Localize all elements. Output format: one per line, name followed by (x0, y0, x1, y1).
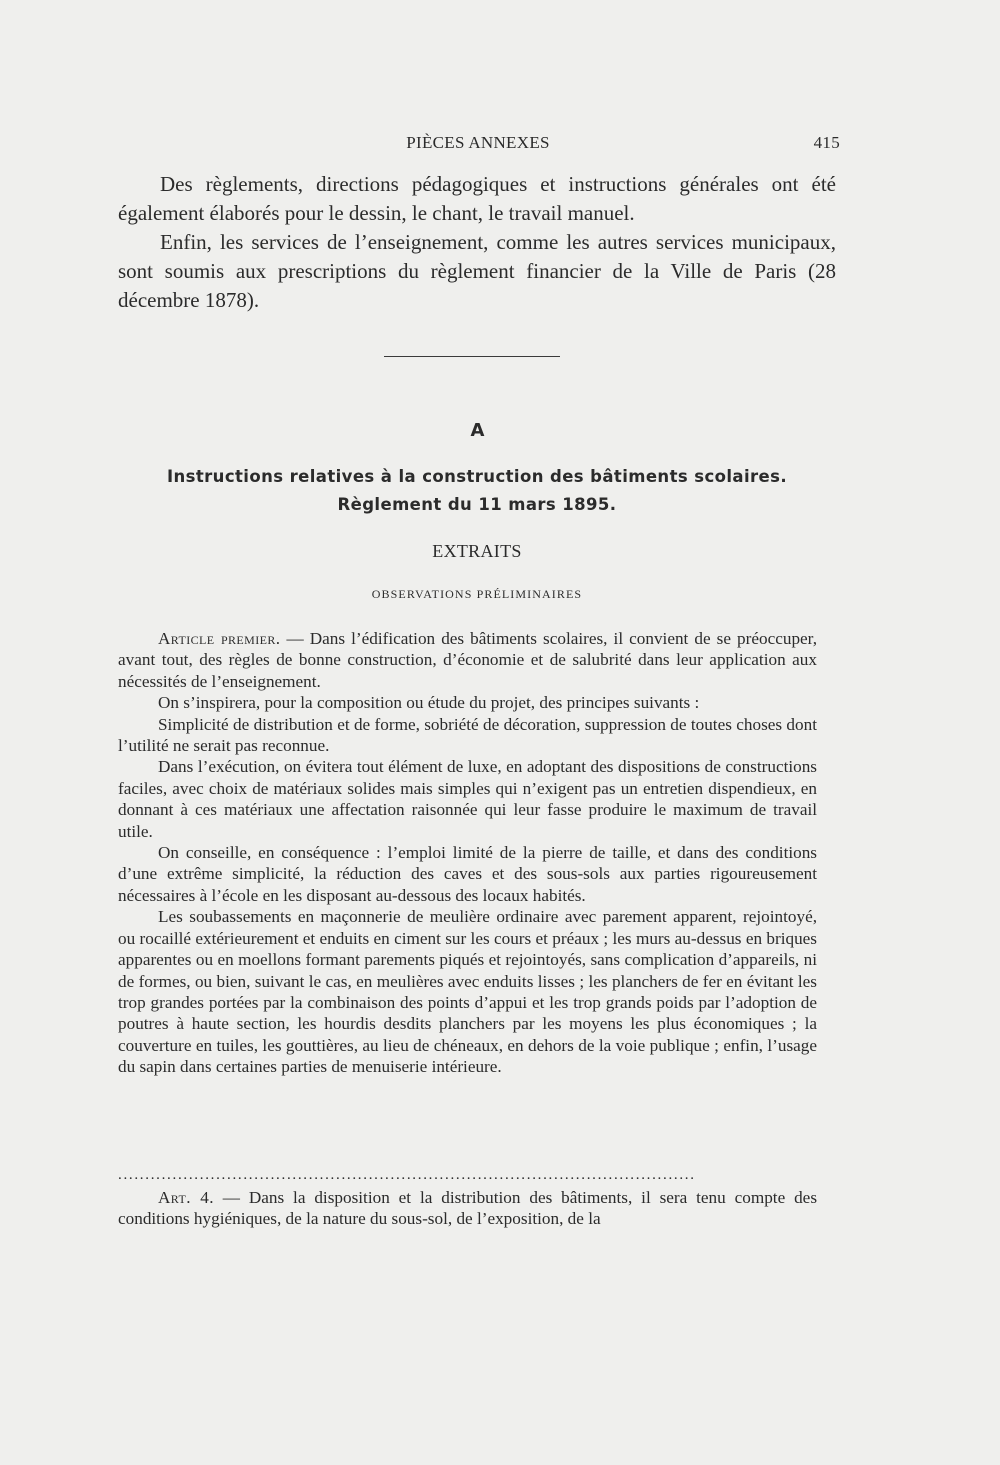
running-header (118, 133, 838, 155)
extraits-title: EXTRAITS (432, 541, 522, 561)
section-heading-line: Règlement du 11 mars 1895. (337, 495, 617, 514)
article-paragraph (118, 1187, 817, 1230)
intro-text (118, 170, 836, 315)
body-text (118, 628, 817, 1078)
section-heading-line: Instructions relatives à la construction des bâtiments scolaires. (166, 467, 788, 486)
subheading: OBSERVATIONS PRÉLIMINAIRES (371, 587, 583, 601)
article-text: — Dans la disposition et la distribution des bâtiments, il sera tenu compte des conditions hygiéniques, de la nature du sous-sol, de l’exposition, de la (118, 1188, 818, 1229)
body-paragraph: Simplicité de distribution et de forme, sobriété de décoration, suppression de toutes choses dont l’utilité ne serait pas reconnue. (118, 714, 817, 756)
body-paragraph: Les soubassements en maçonnerie de meulière ordinaire avec parement apparent, rejointoyé, ou rocaillé extérieurement et enduits en ciment sur les cours et préaux ; les murs au-dessus en briques apparentes ou en moellons formant parements piqués et rejointoyés, sans complication d’appareils, ni de formes, ou bien, suivant le cas, en meulières avec enduits lisses ; les planchers de fer en évitant les trop grandes portées par la combinaison des points d’appui et les trop grands poids par l’adoption de poutres à haute section, les hourdis desdits planchers par les moyens les plus économiques ; la couverture en tuiles, les gouttières, au lieu de chéneaux, en dehors de la voie publique ; enfin, l’usage du sapin dans certaines parties de menuiserie intérieure. (118, 907, 817, 1077)
article-label: Art. 4. (158, 1188, 214, 1207)
body-paragraph: On s’inspirera, pour la composition ou étude du projet, des principes suivants : (158, 693, 700, 713)
intro-paragraph: Des règlements, directions pédagogiques et instructions générales ont été également élaborés pour le dessin, le chant, le travail manuel. (118, 172, 836, 225)
body-text-continued (118, 1187, 817, 1230)
article-label: Article premier. (158, 629, 281, 648)
ellipsis-separator: .......................................................................................................... (118, 1167, 696, 1183)
article-paragraph (118, 628, 817, 692)
section-divider (384, 356, 560, 357)
running-header-title: PIÈCES ANNEXES (406, 133, 550, 152)
body-paragraph: On conseille, en conséquence : l’emploi limité de la pierre de taille, et dans des conditions d’une extrême simplicité, la réduction des caves et des sous-sols aux parties rigoureusement nécessaires à l’école en les disposant au-dessous des locaux habités. (118, 843, 817, 905)
body-paragraph: Dans l’exécution, on évitera tout élément de luxe, en adoptant des dispositions de constructions faciles, avec choix de matériaux solides mais simples qui n’exigent pas un entretien dispendieux, en donnant à ces matériaux une affectation raisonnée qui leur fasse produire le maximum de travail utile. (118, 757, 817, 841)
page-number: 415 (813, 133, 840, 152)
intro-paragraph: Enfin, les services de l’enseignement, comme les autres services municipaux, sont soumis aux prescriptions du règlement financier de la Ville de Paris (28 décembre 1878). (118, 230, 836, 312)
article-text: — Dans l’édification des bâtiments scolaires, il convient de se préoccuper, avant tout, des règles de bonne construction, d’économie et de salubrité dans leur application aux nécessités de l’enseignement. (118, 629, 817, 691)
section-letter: A (470, 420, 485, 441)
section-heading (118, 463, 836, 519)
